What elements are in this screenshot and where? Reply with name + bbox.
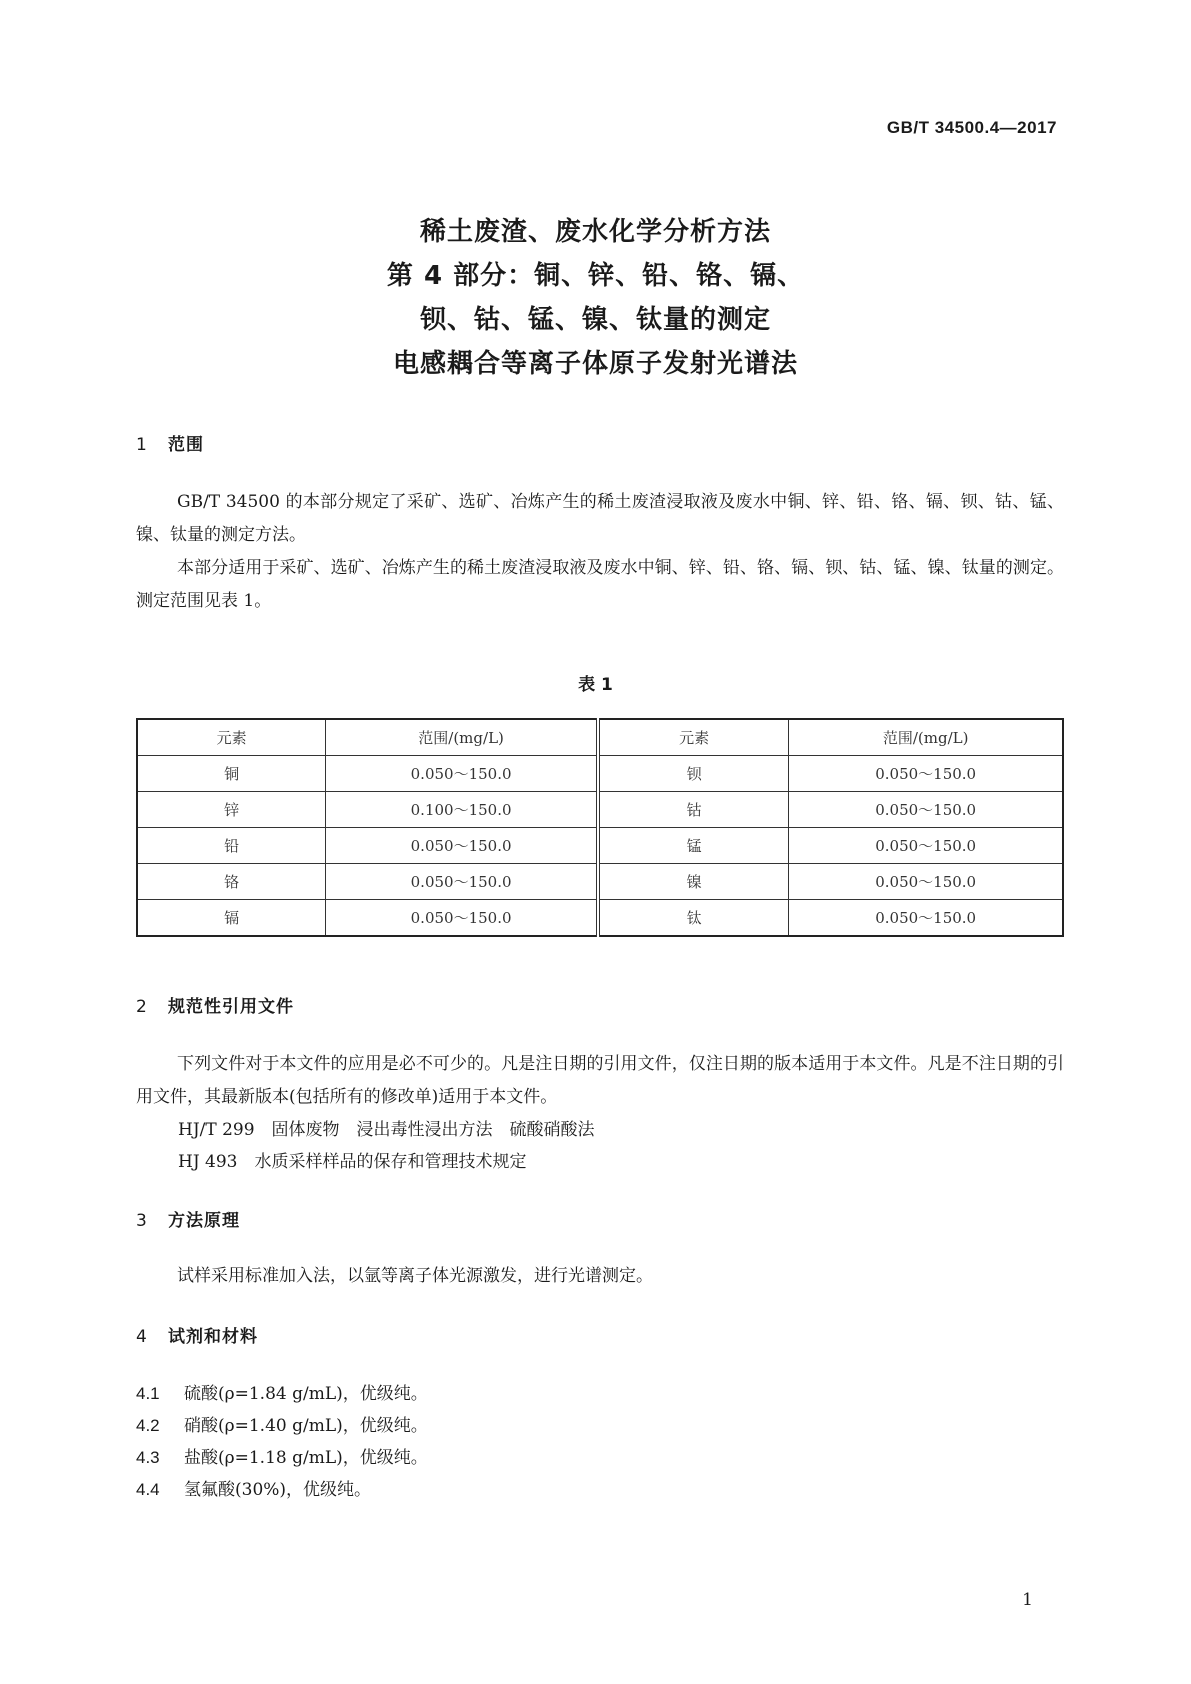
section-2-paragraph: [136, 1048, 1064, 1114]
table-row: [137, 900, 1063, 937]
page-number: 1: [1022, 1590, 1033, 1610]
paragraph-text: 本部分适用于采矿、选矿、冶炼产生的稀土废渣浸取液及废水中铜、锌、铅、铬、镉、钡、钴、锰、镍、钛量的测定。测定范围见表 1。: [136, 558, 1064, 611]
section-3-heading: [136, 1206, 240, 1231]
table-cell: 0.050～150.0: [789, 864, 1063, 900]
item-number: 4.3: [136, 1448, 160, 1467]
item-number: 4.2: [136, 1416, 160, 1435]
paragraph-text: 下列文件对于本文件的应用是必不可少的。凡是注日期的引用文件，仅注日期的版本适用于本文件。凡是不注日期的引用文件，其最新版本(包括所有的修改单)适用于本文件。: [136, 1054, 1064, 1107]
list-item: [136, 1442, 428, 1474]
section-number: 2: [136, 997, 148, 1017]
table-cell: 铜: [137, 756, 326, 792]
table-cell: 钛: [598, 900, 789, 937]
title-line-2: 第 4 部分：铜、锌、铅、铬、镉、: [386, 261, 805, 291]
table-cell: 镉: [137, 900, 326, 937]
paragraph-text: GB/T 34500 的本部分规定了采矿、选矿、冶炼产生的稀土废渣浸取液及废水中铜、锌、铅、铬、镉、钡、钴、锰、镍、钛量的测定方法。: [136, 492, 1064, 545]
table-row: [137, 828, 1063, 864]
item-text: 硝酸(ρ=1.40 g/mL)，优级纯。: [184, 1416, 428, 1436]
section-title: 规范性引用文件: [168, 997, 294, 1017]
section-1-paragraph-2: [136, 552, 1064, 618]
section-1-paragraph-1: [136, 486, 1064, 552]
section-2-heading: [136, 992, 294, 1017]
table-cell: 镍: [598, 864, 789, 900]
table-cell: 0.100～150.0: [326, 792, 598, 828]
table-cell: 铬: [137, 864, 326, 900]
table-row: [137, 792, 1063, 828]
header-cell: 范围/(mg/L): [789, 719, 1063, 756]
header-cell: 范围/(mg/L): [326, 719, 598, 756]
paragraph-text: 试样采用标准加入法，以氩等离子体光源激发，进行光谱测定。: [177, 1266, 653, 1286]
table-cell: 钴: [598, 792, 789, 828]
table-row: [137, 864, 1063, 900]
table-cell: 0.050～150.0: [789, 828, 1063, 864]
table-row: [137, 756, 1063, 792]
item-text: 氢氟酸(30%)，优级纯。: [184, 1480, 372, 1500]
section-1-heading: [136, 430, 204, 455]
section-title: 范围: [168, 435, 204, 455]
list-item: [136, 1474, 371, 1506]
section-4-heading: [136, 1322, 258, 1347]
section-number: 4: [136, 1327, 148, 1347]
item-text: 盐酸(ρ=1.18 g/mL)，优级纯。: [184, 1448, 428, 1468]
section-title: 方法原理: [168, 1211, 240, 1231]
table-cell: 铅: [137, 828, 326, 864]
reference-hj-493: HJ 493 水质采样样品的保存和管理技术规定: [178, 1152, 527, 1172]
table-cell: 0.050～150.0: [326, 756, 598, 792]
table-cell: 0.050～150.0: [789, 756, 1063, 792]
title-line-4: 电感耦合等离子体原子发射光谱法: [392, 349, 798, 379]
range-table: [136, 718, 1064, 937]
table-cell: 0.050～150.0: [789, 792, 1063, 828]
section-title: 试剂和材料: [168, 1327, 258, 1347]
section-number: 1: [136, 435, 148, 455]
item-text: 硫酸(ρ=1.84 g/mL)，优级纯。: [184, 1384, 428, 1404]
table-cell: 0.050～150.0: [326, 828, 598, 864]
table-cell: 锌: [137, 792, 326, 828]
standard-code: GB/T 34500.4—2017: [886, 118, 1057, 137]
section-number: 3: [136, 1211, 148, 1231]
title-line-1: 稀土废渣、废水化学分析方法: [419, 217, 771, 247]
document-title: [0, 210, 1191, 386]
table-caption: 表 1: [578, 675, 613, 695]
header-cell: 元素: [598, 719, 789, 756]
table-cell: 0.050～150.0: [789, 900, 1063, 937]
table-cell: 钡: [598, 756, 789, 792]
header-cell: 元素: [137, 719, 326, 756]
reference-hj-t-299: HJ/T 299 固体废物 浸出毒性浸出方法 硫酸硝酸法: [178, 1120, 595, 1140]
item-number: 4.4: [136, 1480, 160, 1499]
table-cell: 0.050～150.0: [326, 900, 598, 937]
table-cell: 锰: [598, 828, 789, 864]
title-line-3: 钡、钴、锰、镍、钛量的测定: [419, 305, 771, 335]
table-cell: 0.050～150.0: [326, 864, 598, 900]
section-3-paragraph: [136, 1260, 1064, 1293]
list-item: [136, 1378, 428, 1410]
table-header-row: [137, 719, 1063, 756]
item-number: 4.1: [136, 1384, 160, 1403]
list-item: [136, 1410, 428, 1442]
